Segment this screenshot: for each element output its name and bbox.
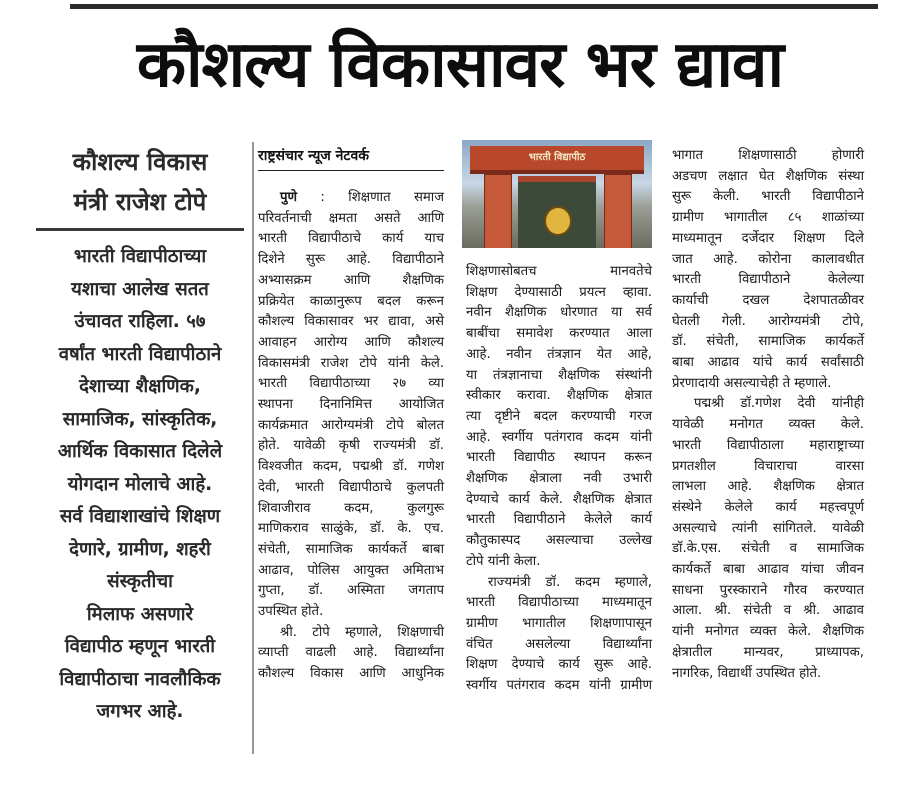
article-line: नवीन शैक्षणिक धोरणात या सर्व xyxy=(466,305,652,321)
article-line: सुरू केली. भारती विद्यापीठाने xyxy=(672,189,864,205)
article-line: संस्थेने केलेले कार्य महत्त्वपूर्ण xyxy=(672,499,864,515)
article-line: कार्यकर्ते बाबा आढाव यांचा जीवन xyxy=(672,562,864,578)
article-line: वंचित असलेल्या विद्यार्थ्यांना xyxy=(466,636,652,652)
article-line: आवाहन आरोग्य आणि कौशल्य xyxy=(258,334,444,350)
article-line: भारती विद्यापीठाच्या माध्यमातून xyxy=(466,595,652,611)
article-line: असल्याचे त्यांनी सांगितले. यावेळी xyxy=(672,520,864,536)
article-line: प्रगतशील विचाराचा वारसा xyxy=(672,458,864,474)
campus-gate-photo xyxy=(462,140,652,248)
article-line: देण्याचे कार्य केले. शैक्षणिक क्षेत्रात xyxy=(466,491,652,507)
article-line: स्वर्गीय पतंगराव कदम यांनी ग्रामीण xyxy=(466,678,652,694)
article-line: माध्यमातून दर्जेदार शिक्षण दिले xyxy=(672,230,864,246)
sidebar-title xyxy=(36,142,244,222)
article-column-3 xyxy=(672,146,864,684)
article-line: लाभला आहे. शैक्षणिक क्षेत्रात xyxy=(672,479,864,495)
article-line: गुप्ता, डॉ. अस्मिता जगताप xyxy=(258,583,444,599)
article-line: जात आहे. कोरोना कालावधीत xyxy=(672,251,864,267)
gate-pillar xyxy=(604,174,632,248)
sidebar-body-line: भारती विद्यापीठाच्या xyxy=(73,246,207,267)
article-line: राज्यमंत्री डॉ. कदम म्हणाले, xyxy=(488,574,652,590)
article-line: माणिकराव साळुंके, डॉ. के. एच. xyxy=(258,521,444,537)
article-paragraph xyxy=(466,262,652,573)
article-line: श्री. टोपे म्हणाले, शिक्षणाची xyxy=(280,624,444,640)
sidebar-title-line: कौशल्य विकास xyxy=(72,148,208,176)
article-line: पद्मश्री डॉ.गणेश देवी यांनीही xyxy=(694,396,864,412)
sidebar-box xyxy=(36,142,244,729)
article-column-2 xyxy=(466,262,652,697)
article-line: उपस्थित होते. xyxy=(258,604,324,620)
article-line: यावेळी मनोगत व्यक्त केले. xyxy=(672,417,864,433)
article-line: त्या दृष्टीने बदल करण्याची गरज xyxy=(466,408,652,424)
article-line: कौतुकास्पद असल्याचा उल्लेख xyxy=(466,533,652,549)
article-line: प्रक्रियेत काळानुरूप बदल करून xyxy=(258,293,444,309)
article-line-text: : शिक्षणात समाज xyxy=(297,190,444,205)
article-line: कौशल्य विकास आणि आधुनिक xyxy=(258,666,444,682)
article-line: विकासमंत्री राजेश टोपे यांनी केले. xyxy=(258,355,444,371)
article-line: आला. श्री. संचेती व श्री. आढाव xyxy=(672,603,864,619)
article-column-1 xyxy=(258,188,444,685)
article-line: देवी, भारती विद्यापीठाचे कुलपती xyxy=(258,479,444,495)
article-line: शिक्षण देण्याचे कार्य सुरू आहे. xyxy=(466,657,652,673)
article-line: दिशेने सुरू आहे. विद्यापीठाने xyxy=(258,252,444,268)
sidebar-body-line: देशाच्या शैक्षणिक, xyxy=(79,376,201,397)
article-paragraph xyxy=(672,394,864,684)
article-line: टोपे यांनी केला. xyxy=(466,553,541,569)
article-line: यांनी मनोगत व्यक्त केले. शैक्षणिक xyxy=(672,624,864,640)
article-line: शिवाजीराव कदम, कुलगुरू xyxy=(258,500,444,516)
article-paragraph xyxy=(466,573,652,697)
sidebar-body xyxy=(36,241,244,729)
article-line: कार्यक्रमात आरोग्यमंत्री टोपे बोलत xyxy=(258,417,444,433)
article-line: ग्रामीण भागातील शिक्षणापासून xyxy=(466,615,652,631)
article-line: नागरिक, विद्यार्थी उपस्थित होते. xyxy=(672,665,822,681)
byline: राष्ट्रसंचार न्यूज नेटवर्क xyxy=(258,148,369,164)
article-paragraph xyxy=(672,146,864,394)
article-line: या तंत्रज्ञानाचा शैक्षणिक संस्थांनी xyxy=(466,367,652,383)
emblem-icon xyxy=(544,206,572,236)
article-line: अभ्यासक्रम आणि शैक्षणिक xyxy=(258,272,444,288)
article-line: कौशल्य विकासावर भर द्यावा, असे xyxy=(258,314,444,330)
article-line: बाबींचा समावेश करण्यात आला xyxy=(466,326,652,342)
article-line: डॉ.के.एस. संचेती व सामाजिक xyxy=(672,541,864,557)
sidebar-body-line: आर्थिक विकासात दिलेले xyxy=(57,441,223,462)
article-line: शिक्षणासोबतच मानवतेचे xyxy=(466,264,652,279)
article-line: भारती विद्यापीठाचे कार्य याच xyxy=(258,231,444,247)
article-line: परिवर्तनाची क्षमता असते आणि xyxy=(258,210,444,226)
article-line: प्रेरणादायी असल्याचेही ते म्हणाले. xyxy=(672,375,832,391)
gate-sign: भारती विद्यापीठ xyxy=(470,146,644,174)
article-line: अडचण लक्षात घेत शैक्षणिक संस्था xyxy=(672,168,864,184)
article-line: व्याप्ती वाढली आहे. विद्यार्थ्यांना xyxy=(258,645,444,661)
article-line: भारती विद्यापीठाने केलेले कार्य xyxy=(466,512,652,528)
sidebar-body-line: उंचावत राहिला. ५७ xyxy=(74,311,206,332)
sidebar-body-line: सामाजिक, सांस्कृतिक, xyxy=(62,408,218,430)
article-line: स्थापना दिनानिमित्त आयोजित xyxy=(258,397,444,413)
article-line: ग्रामीण भागातील ८५ शाळांच्या xyxy=(672,210,864,226)
article-line: स्वीकार करावा. शैक्षणिक क्षेत्रात xyxy=(466,388,652,404)
sidebar-separator xyxy=(36,228,244,231)
article-line: कार्याची दखल देशपातळीवर xyxy=(672,292,864,308)
article-line: साधना पुरस्काराने गौरव करण्यात xyxy=(672,582,864,598)
article-paragraph xyxy=(258,623,444,685)
article-line: भागात शिक्षणासाठी होणारी xyxy=(672,148,864,163)
sidebar-body-line: योगदान मोलाचे आहे. xyxy=(67,473,213,495)
article-line: भारती विद्यापीठ स्थापन करून xyxy=(466,450,652,466)
sidebar-body-line: विद्यापीठाचा नावलौकिक xyxy=(59,668,221,690)
sidebar-body-line: संस्कृतीचा xyxy=(107,571,173,592)
article-paragraph xyxy=(258,188,444,623)
sidebar-body-line: यशाचा आलेख सतत xyxy=(71,278,209,300)
byline-rule xyxy=(258,170,444,171)
gate-pillar xyxy=(484,174,512,248)
article-line: आहे. नवीन तंत्रज्ञान येत आहे, xyxy=(466,346,652,362)
article-line: शिक्षण देण्यासाठी प्रयत्न व्हावा. xyxy=(466,284,652,300)
article-line: बाबा आढाव यांचे कार्य सर्वांसाठी xyxy=(672,355,864,371)
article-line: भारती विद्यापीठाने केलेल्या xyxy=(672,272,864,288)
top-rule xyxy=(70,4,878,9)
sidebar-body-line: सर्व विद्याशाखांचे शिक्षण xyxy=(59,506,221,527)
sidebar-body-line: विद्यापीठ म्हणून भारती xyxy=(64,636,216,657)
headline: कौशल्य विकासावर भर द्यावा xyxy=(136,28,784,102)
article-line: होते. यावेळी कृषी राज्यमंत्री डॉ. xyxy=(258,438,444,454)
article-line: आहे. स्वर्गीय पतंगराव कदम यांनी xyxy=(466,429,652,445)
article-line: विश्वजीत कदम, पद्मश्री डॉ. गणेश xyxy=(258,459,444,475)
article-line: आढाव, पोलिस आयुक्त अमिताभ xyxy=(258,562,444,578)
article-line: संचेती, सामाजिक कार्यकर्ते बाबा xyxy=(258,541,444,557)
article-line: घेतली गेली. आरोग्यमंत्री टोपे, xyxy=(672,313,864,329)
article-line: शैक्षणिक क्षेत्राला नवी उभारी xyxy=(466,471,652,487)
sidebar-body-line: वर्षांत भारती विद्यापीठाने xyxy=(58,343,222,365)
sidebar-body-line: देणारे, ग्रामीण, शहरी xyxy=(69,538,211,560)
sidebar-title-line: मंत्री राजेश टोपे xyxy=(73,188,207,216)
article-line: डॉ. संचेती, सामाजिक कार्यकर्ते xyxy=(672,334,864,350)
article-line: क्षेत्रातील मान्यवर, प्राध्यापक, xyxy=(672,644,864,660)
article-line: भारती विद्यापीठाला महाराष्ट्राच्या xyxy=(672,437,864,453)
sidebar-body-line: जगभर आहे. xyxy=(96,701,184,722)
sidebar-body-line: मिलाफ असणारे xyxy=(86,603,194,625)
dateline: पुणे xyxy=(280,190,298,205)
article-line xyxy=(258,188,444,209)
article-line: भारती विद्यापीठाच्या २७ व्या xyxy=(258,376,444,392)
column-divider xyxy=(252,142,254,754)
